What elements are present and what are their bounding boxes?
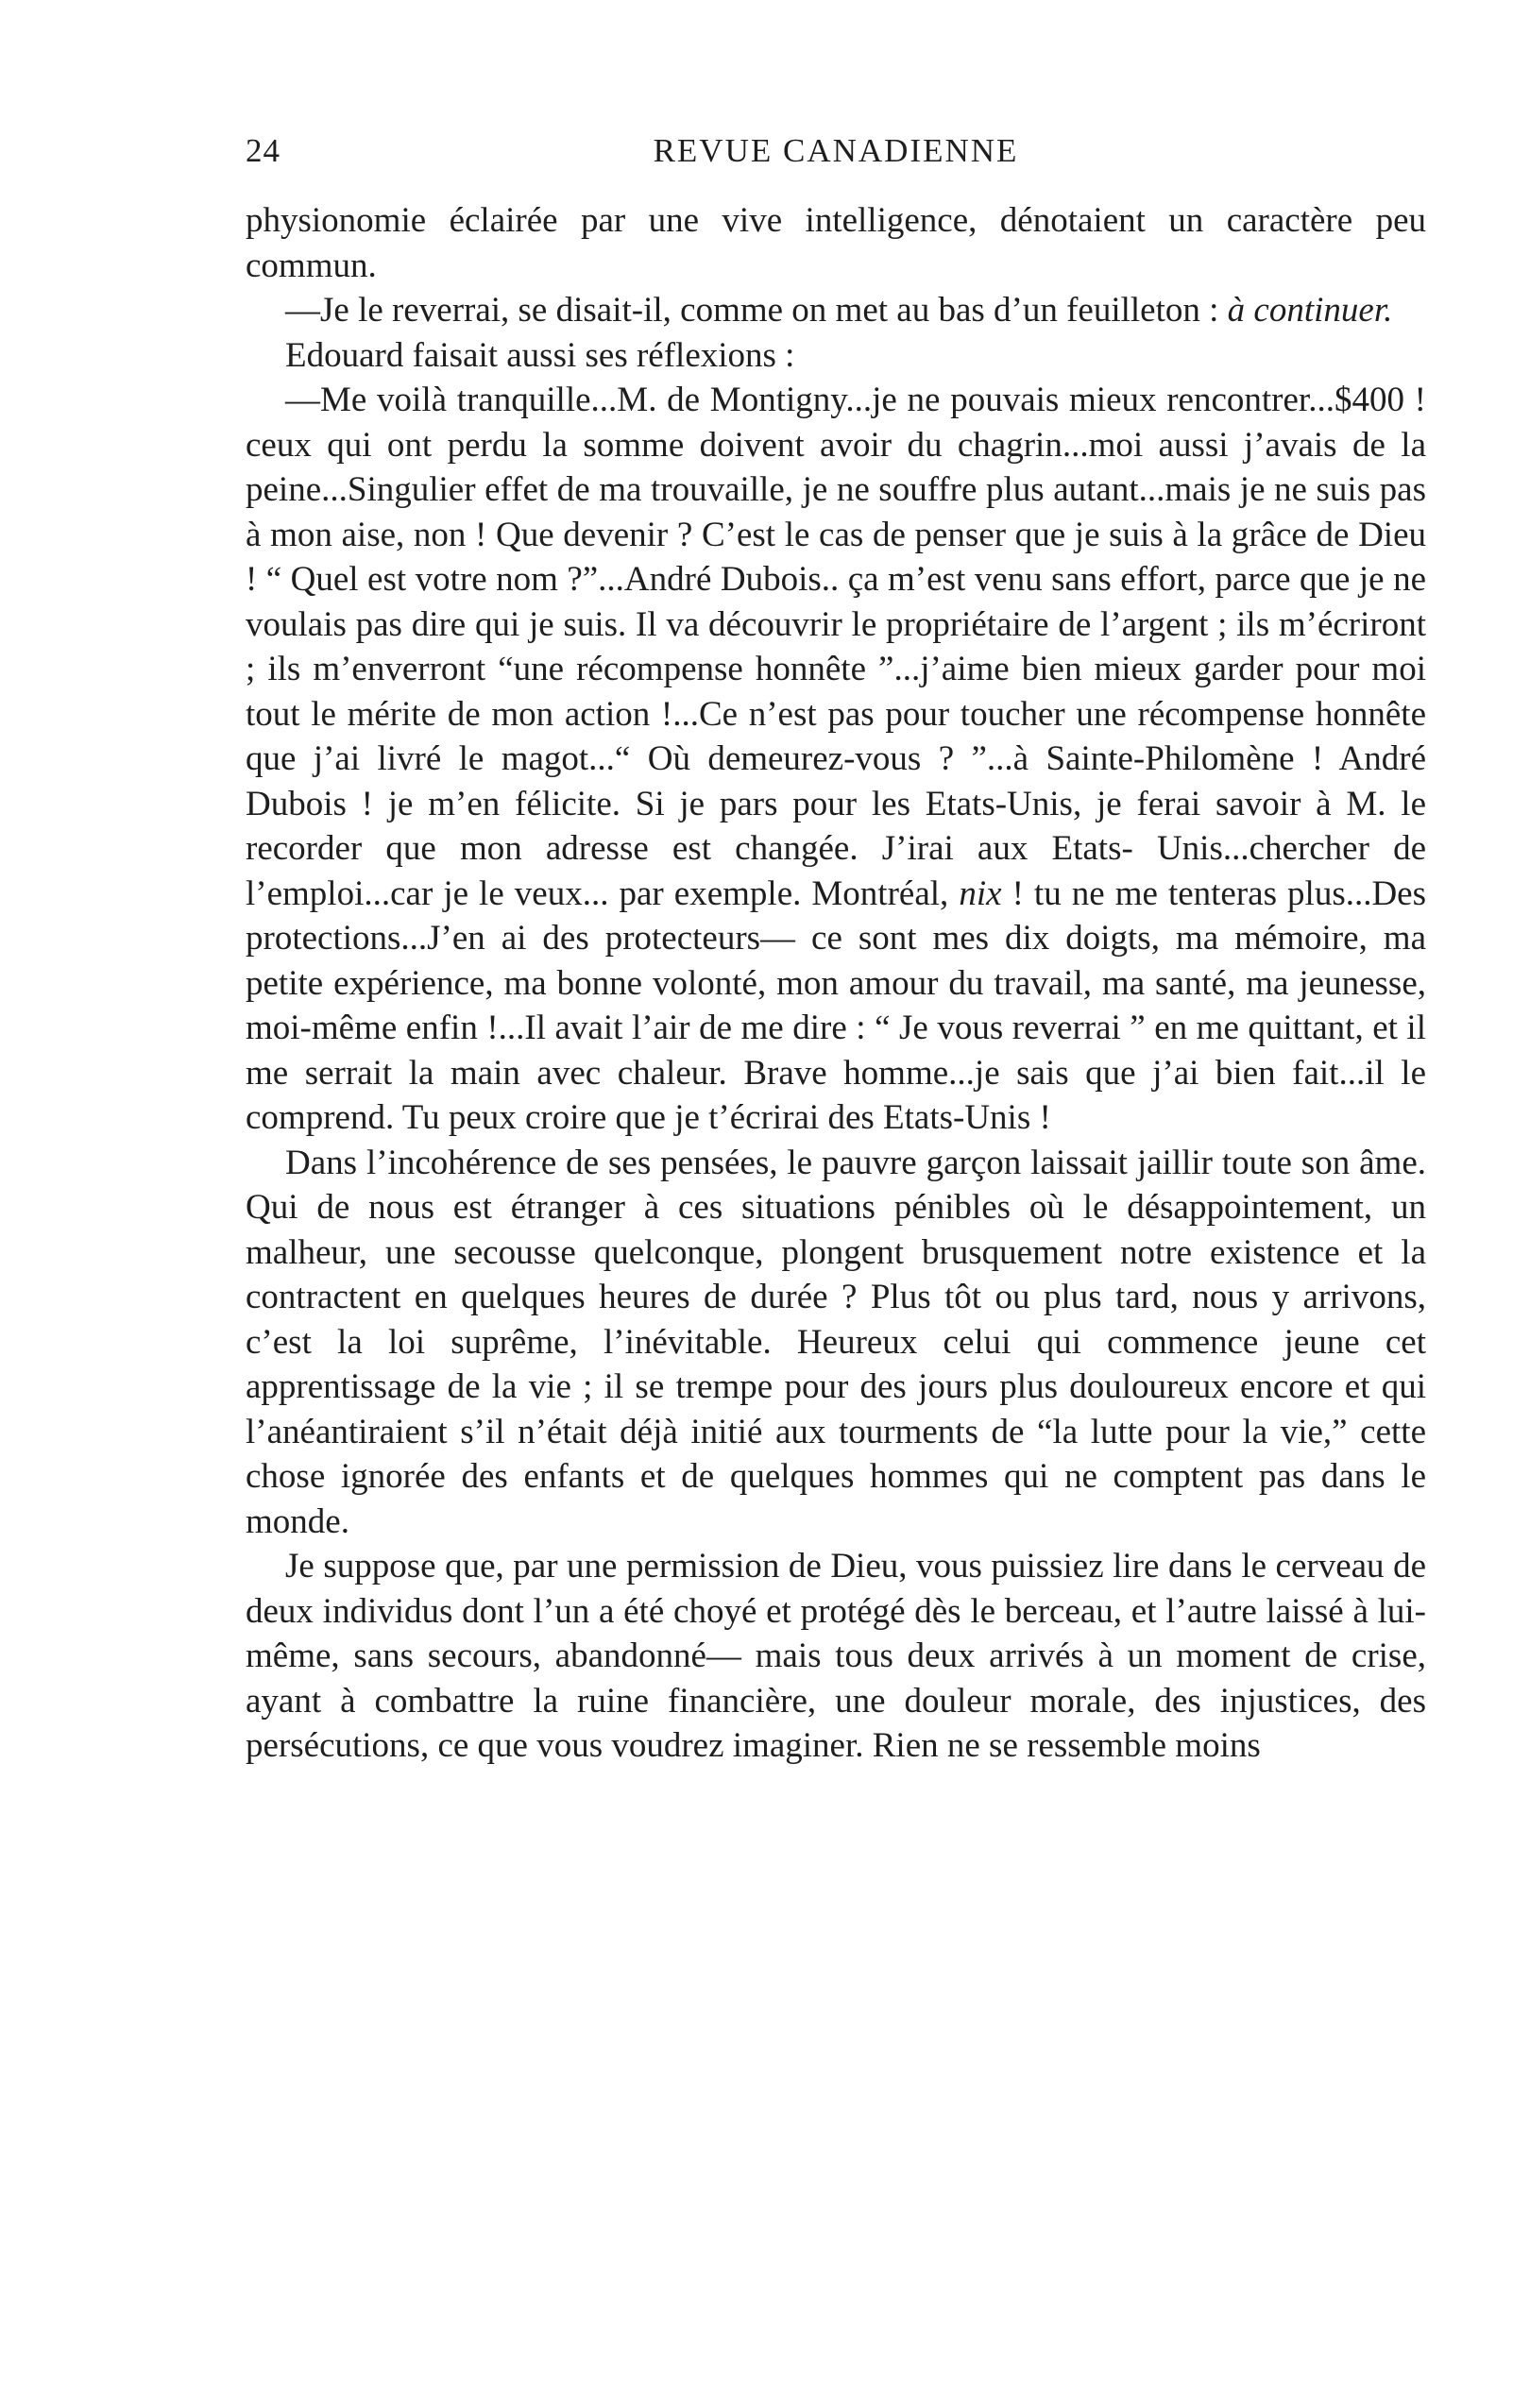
paragraph-2 <box>246 288 1426 333</box>
body-text <box>246 198 1426 1769</box>
paragraph-2-text: —Je le reverrai, se disait-il, comme on met au bas d’un feuilleton : <box>285 291 1219 330</box>
document-page <box>246 132 1426 1769</box>
paragraph-3-text: Edouard faisait aussi ses réflexions : <box>285 335 795 375</box>
paragraph-4-italic: nix <box>959 873 1002 913</box>
page-header <box>246 132 1426 179</box>
paragraph-5 <box>246 1141 1426 1545</box>
paragraph-6-text: Je suppose que, par une permission de Dieu, vous puissiez lire dans le cerveau de deux individus dont l’un a été choyé et protégé dès le berceau, et l’autre laissé à lui-même, sans secours, abandonné— mais tous deux arrivés à un moment de crise, ayant à combattre la ruine financière, une douleur morale, des injustices, des persécutions, ce que vous voudrez imaginer. Rien ne se ressemble moins <box>246 1547 1426 1765</box>
paragraph-1-text: physionomie éclairée par une vive intelligence, dénotaient un caractère peu commun. <box>246 201 1426 285</box>
paragraph-1 <box>246 198 1426 288</box>
paragraph-2-italic: à continuer. <box>1227 291 1393 330</box>
paragraph-5-text: Dans l’incohérence de ses pensées, le pauvre garçon laissait jaillir toute son âme. Qui de nous est étranger à ces situations pénibles où le désappointement, un malheur, une secousse quelconque, plongent brusquement notre existence et la contractent en quelques heures de durée ? Plus tôt ou plus tard, nous y arrivons, c’est la loi suprême, l’inévitable. Heureux celui qui commence jeune cet apprentissage de la vie ; il se trempe pour des jours plus douloureux encore et qui l’anéantiraient s’il n’était déjà initié aux tourments de “la lutte pour la vie,” cette chose ignorée des enfants et de quelques hommes qui ne comptent pas dans le monde. <box>246 1143 1426 1541</box>
running-head: REVUE CANADIENNE <box>653 132 1019 169</box>
paragraph-3 <box>246 333 1426 379</box>
paragraph-6 <box>246 1544 1426 1769</box>
paragraph-4-text: —Me voilà tranquille...M. de Montigny...je ne pouvais mieux rencontrer...$400 ! ceux qui ont perdu la somme doivent avoir du chagrin...moi aussi j’avais de la peine...Singulier effet de ma trouvaille, je ne souffre plus autant...mais je ne suis pas à mon aise, non ! Que devenir ? C’est le cas de penser que je suis à la grâce de Dieu ! “ Quel est votre nom ?”...André Dubois.. ça m’est venu sans effort, parce que je ne voulais pas dire qui je suis. Il va découvrir le propriétaire de l’argent ; ils m’écriront ; ils m’enverront “une récompense honnête ”...j’aime bien mieux garder pour moi tout le mérite de mon action !...Ce n’est pas pour toucher une récompense honnête que j’ai livré le magot...“ Où demeurez-vous ? ”...à Sainte-Philomène ! André Dubois ! je m’en félicite. Si je pars pour les Etats-Unis, je ferai savoir à M. le recorder que mon adresse est changée. J’irai aux Etats- Unis...chercher de l’emploi...car je le veux... par exemple. Montréal, <box>246 381 1426 913</box>
paragraph-4 <box>246 378 1426 1141</box>
page-number: 24 <box>246 132 280 169</box>
paragraph-4-text-continued: ! tu ne me tenteras plus...Des protections...J’en ai des protecteurs— ce sont mes dix doigts, ma mémoire, ma petite expérience, ma bonne volonté, mon amour du travail, ma santé, ma jeunesse, moi-même enfin !...Il avait l’air de me dire : “ Je vous reverrai ” en me quittant, et il me serrait la main avec chaleur. Brave homme...je sais que j’ai bien fait...il le comprend. Tu peux croire que je t’écrirai des Etats-Unis ! <box>246 873 1427 1137</box>
